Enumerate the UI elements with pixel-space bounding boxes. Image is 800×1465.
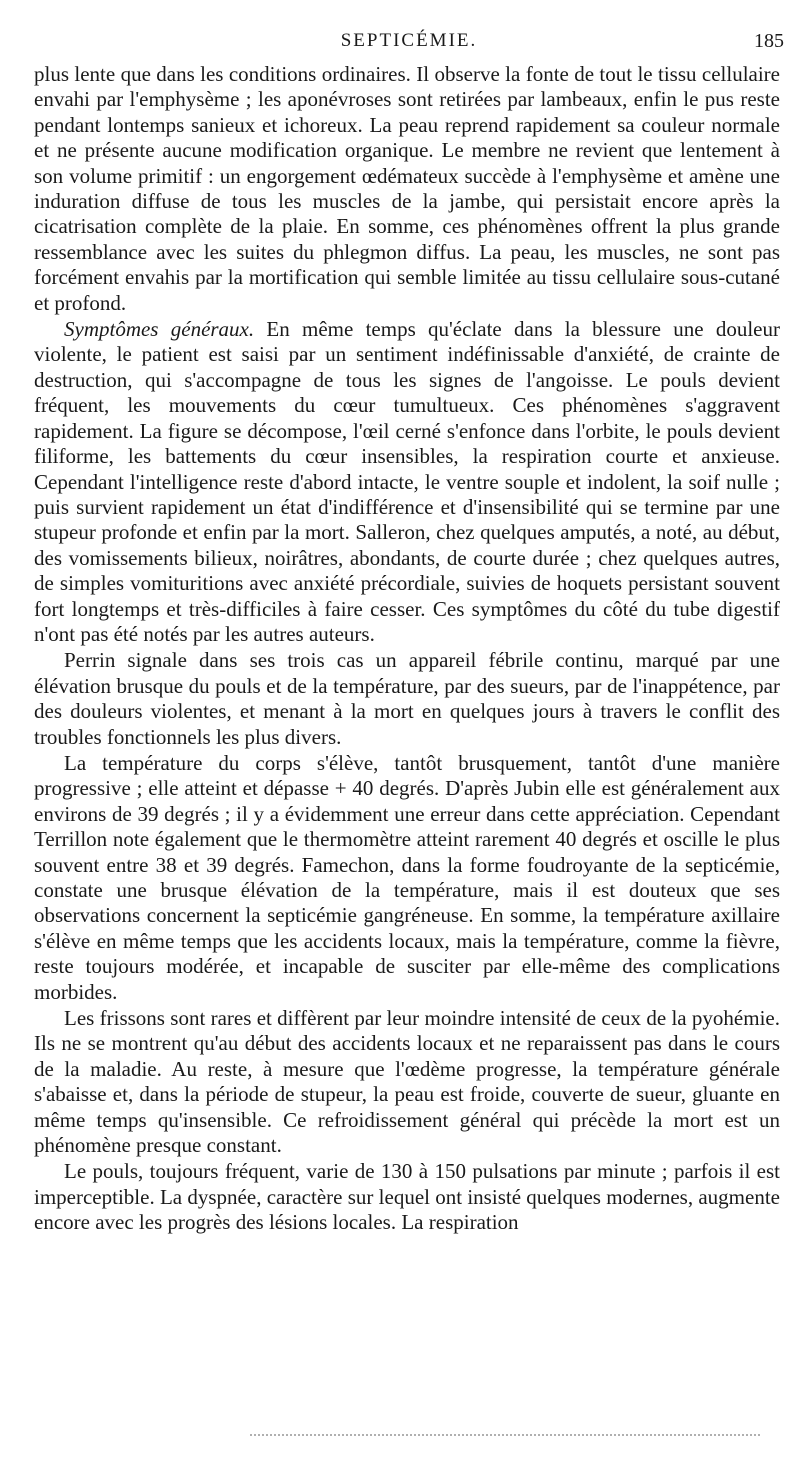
paragraph-text: Le pouls, toujours fréquent, varie de 130 à 150 pulsations par minute ; parfois il est imperceptible. La dyspnée, caractère sur lequel ont insisté quelques modernes, augmente encore avec les progrès des lésions locales. La respiration [34,1159,780,1235]
running-head [34,30,784,58]
paragraph-3 [34,648,780,750]
paragraph-1 [34,62,780,316]
paragraph-5 [34,1006,780,1158]
paragraph-text: Perrin signale dans ses trois cas un appareil fébrile continu, marqué par une élévation brusque du pouls et de la température, par des sueurs, par de l'inappétence, par des douleurs violentes, et menant à la mort en quelques jours à travers le conflit des troubles fonctionnels les plus divers. [34,648,780,749]
paragraph-4 [34,751,780,1005]
paragraph-6 [34,1159,780,1235]
body-text [34,62,780,1236]
paragraph-2 [34,317,780,647]
paragraph-text: En même temps qu'éclate dans la blessure une douleur violente, le patient est saisi par un sentiment indéfinissable d'anxiété, de crainte de destruction, qui s'accompagne de tous les signes de l'angoisse. Le pouls devient fréquent, les mouvements du cœur tumultueux. Ces phénomènes s'aggravent rapidement. La figure se décompose, l'œil cerné s'enfonce dans l'orbite, le pouls devient filiforme, les battements du cœur insensibles, la respiration courte et anxieuse. Cependant l'intelligence reste d'abord intacte, le ventre souple et indolent, la soif nulle ; puis survient rapidement un état d'indifférence et d'insensibilité qui se termine par une stupeur profonde et enfin par la mort. Salleron, chez quelques amputés, a noté, au début, des vomissements bilieux, noirâtres, abondants, de courte durée ; chez quelques autres, de simples vomituritions avec anxiété précordiale, suivies de hoquets persistant souvent fort longtemps et très-difficiles à faire cesser. Ces symptômes du côté du tube digestif n'ont pas été notés par les autres auteurs. [34,317,780,646]
paragraph-text: Les frissons sont rares et diffèrent par leur moindre intensité de ceux de la pyohémie. Ils ne se montrent qu'au début des accidents locaux et ne reparaissent pas dans le cours de la maladie. Au reste, à mesure que l'œdème progresse, la température générale s'abaisse et, dans la période de stupeur, la peau est froide, couverte de sueur, gluante en même temps qu'insensible. Ce refroidissement général qui précède la mort est un phénomène presque constant. [34,1006,780,1158]
page-number: 185 [754,30,784,52]
running-title: SEPTICÉMIE. [340,30,478,51]
paragraph-text: plus lente que dans les conditions ordinaires. Il observe la fonte de tout le tissu cellulaire envahi par l'emphysème ; les aponévroses sont retirées par lambeaux, enfin le pus reste pendant lontemps sanieux et ichoreux. La peau reprend rapidement sa couleur normale et ne présente aucune modification organique. Le membre ne revient que lentement à son volume primitif : un engorgement œdémateux succède à l'emphysème et amène une induration diffuse de tous les muscles de la jambe, qui persistait encore après la cicatrisation complète de la plaie. En somme, ces phénomènes offrent la plus grande ressemblance avec les suites du phlegmon diffus. La peau, les muscles, ne sont pas forcément envahis par la mortification qui semble limitée au tissu cellulaire sous-cutané et profond. [34,62,780,315]
section-label-symptomes-generaux: Symptômes généraux. [64,317,255,342]
footer-rule [250,1434,760,1436]
paragraph-text: La température du corps s'élève, tantôt brusquement, tantôt d'une manière progressive ; elle atteint et dépasse + 40 degrés. D'après Jubin elle est généralement aux environs de 39 degrés ; il y a évidemment une erreur dans cette appréciation. Cependant Terrillon note également que le thermomètre atteint rarement 40 degrés et oscille le plus souvent entre 38 et 39 degrés. Famechon, dans la forme foudroyante de la septicémie, constate une brusque élévation de la température, mais il est douteux que ses observations concernent la septicémie gangréneuse. En somme, la température axillaire s'élève en même temps que les accidents locaux, mais la température, comme la fièvre, reste toujours modérée, et incapable de susciter par elle-même des complications morbides. [34,750,780,1004]
